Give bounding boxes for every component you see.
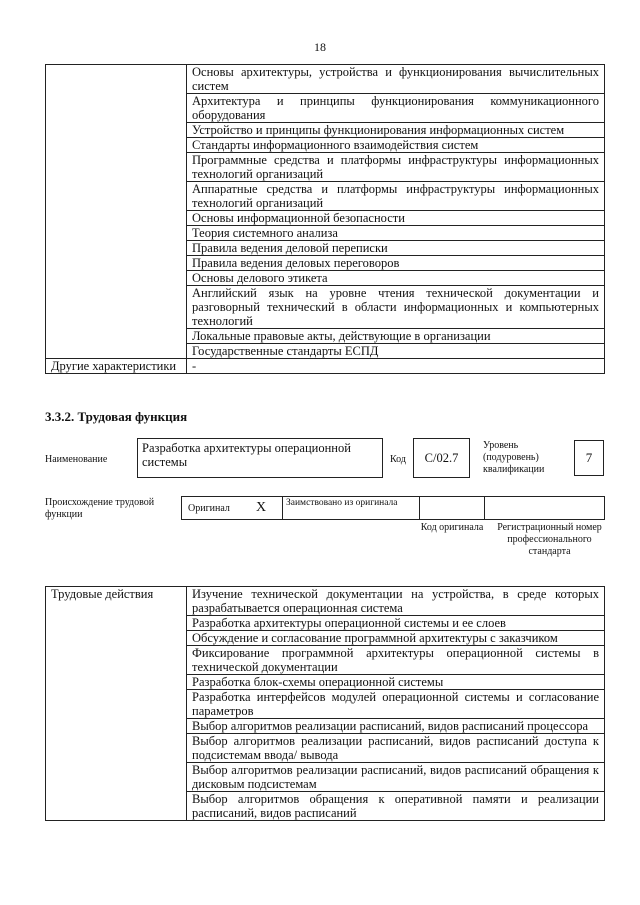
name-label: Наименование (45, 454, 108, 465)
borrowed-label: Заимствовано из оригинала (286, 498, 398, 508)
table-row (46, 65, 605, 94)
original-cell (181, 496, 283, 520)
table-row (46, 359, 605, 374)
reg-number-cell (484, 496, 605, 520)
level-value: 7 (574, 440, 604, 476)
origin-label: Происхождение трудовой функции (45, 497, 155, 520)
original-label: Оригинал (188, 503, 230, 514)
list-item: Выбор алгоритмов реализации расписаний, видов расписаний процессора (187, 719, 605, 734)
knowledge-label-cell (46, 65, 187, 359)
list-item: Стандарты информационного взаимодействия систем (187, 138, 605, 153)
list-item: Английский язык на уровне чтения технической документации и разговорный технический в области информационных и компьютерных технологий (187, 286, 605, 329)
code-original-cell (419, 496, 485, 520)
code-original-label: Код оригинала (420, 522, 484, 533)
actions-table (45, 586, 605, 821)
original-mark: X (256, 500, 267, 515)
list-item: Основы архитектуры, устройства и функционирования вычислительных систем (187, 65, 605, 94)
list-item: Разработка блок-схемы операционной системы (187, 675, 605, 690)
list-item: Программные средства и платформы инфраструктуры информационных технологий организаций (187, 153, 605, 182)
knowledge-table (45, 64, 605, 374)
list-item: Обсуждение и согласование программной архитектуры с заказчиком (187, 631, 605, 646)
page-number: 18 (314, 40, 326, 54)
list-item: Правила ведения деловых переговоров (187, 256, 605, 271)
list-item: Локальные правовые акты, действующие в организации (187, 329, 605, 344)
list-item: Выбор алгоритмов реализации расписаний, видов расписаний доступа к подсистемам ввода/ вывода (187, 734, 605, 763)
table-row (46, 587, 605, 616)
origin-row (181, 496, 605, 520)
list-item: Изучение технической документации на устройства, в среде которых разрабатывается операционная система (187, 587, 605, 616)
code-value: C/02.7 (413, 438, 470, 478)
section-title: 3.3.2. Трудовая функция (45, 409, 188, 424)
level-label: Уровень (подуровень) квалификации (483, 440, 545, 475)
list-item: Государственные стандарты ЕСПД (187, 344, 605, 359)
list-item: Устройство и принципы функционирования информационных систем (187, 123, 605, 138)
borrowed-cell (282, 496, 420, 520)
actions-label: Трудовые действия (46, 587, 187, 821)
list-item: Разработка архитектуры операционной системы и ее слоев (187, 616, 605, 631)
other-characteristics-label: Другие характеристики (46, 359, 187, 374)
list-item: Теория системного анализа (187, 226, 605, 241)
list-item: Выбор алгоритмов обращения к оперативной памяти и реализации расписаний, видов расписаний (187, 792, 605, 821)
list-item: Разработка интерфейсов модулей операционной системы и согласование параметров (187, 690, 605, 719)
reg-number-label: Регистрационный номер профессионального стандарта (497, 522, 602, 557)
list-item: Правила ведения деловой переписки (187, 241, 605, 256)
list-item: Аппаратные средства и платформы инфраструктуры информационных технологий организаций (187, 182, 605, 211)
other-characteristics-value: - (187, 359, 605, 374)
list-item: Архитектура и принципы функционирования коммуникационного оборудования (187, 94, 605, 123)
list-item: Основы информационной безопасности (187, 211, 605, 226)
list-item: Фиксирование программной архитектуры операционной системы в технической документации (187, 646, 605, 675)
name-value: Разработка архитектуры операционной системы (137, 438, 383, 478)
list-item: Выбор алгоритмов реализации расписаний, видов расписаний обращения к дисковым подсистемам (187, 763, 605, 792)
list-item: Основы делового этикета (187, 271, 605, 286)
code-label: Код (390, 454, 406, 465)
